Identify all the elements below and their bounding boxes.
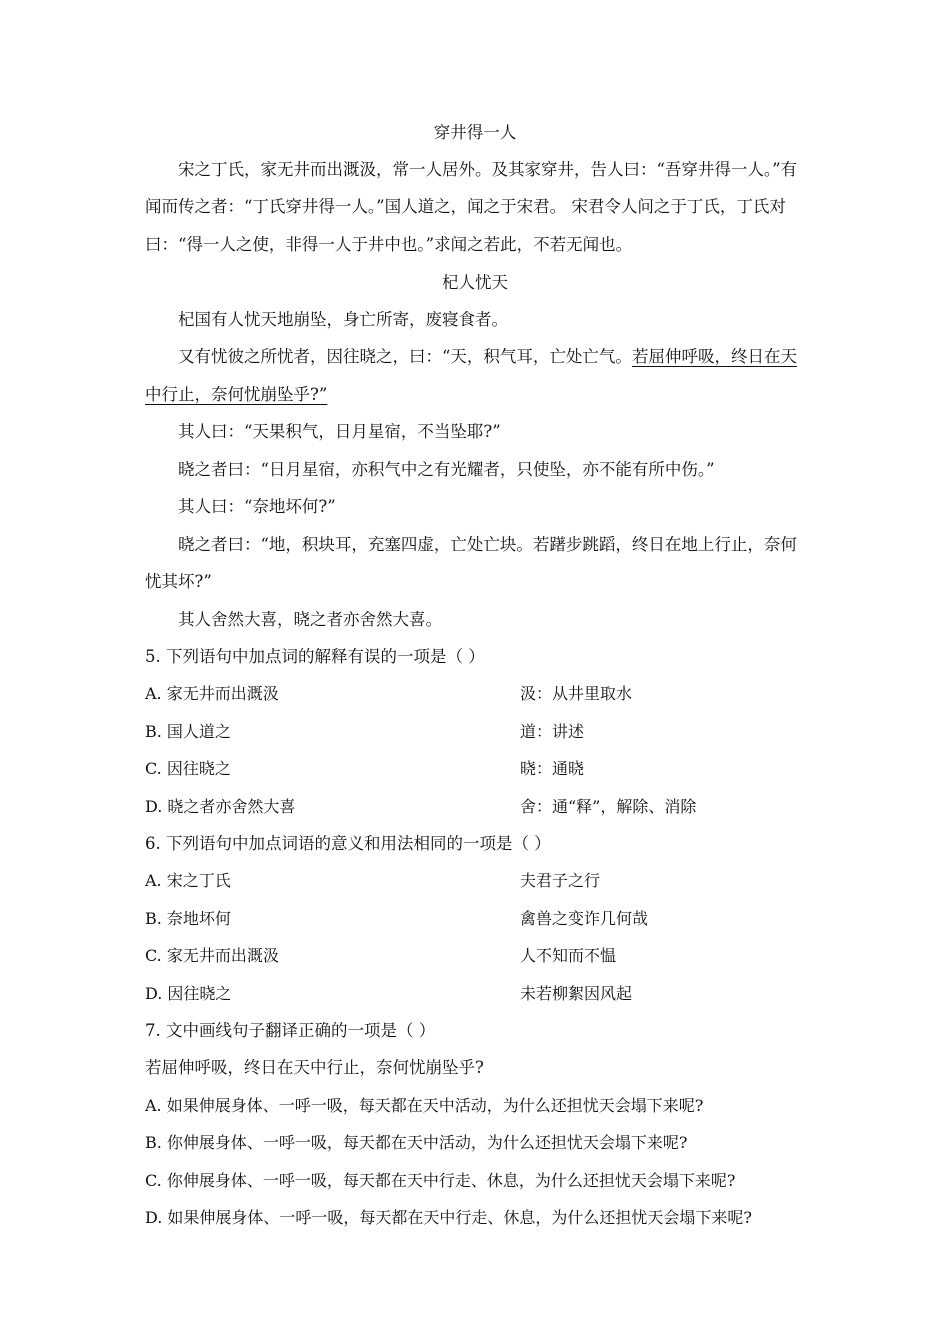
story1-line-2: 闻而传之者：“丁氏穿井得一人。”国人道之，闻之于宋君。 宋君令人问之于丁氏，丁氏对 <box>145 197 786 216</box>
story2-paragraph-4: 晓之者曰：“日月星宿，亦积气中之有光耀者，只使坠，亦不能有所中伤。” <box>178 460 715 479</box>
story1-title: 穿井得一人 <box>433 123 517 142</box>
story1-line-3: 曰：“得一人之使，非得一人于井中也。”求闻之若此，不若无闻也。 <box>145 235 633 254</box>
underlined-sentence-part-2: 中行止，奈何忧崩坠乎?” <box>145 385 328 404</box>
q5-option-a: A. 家无井而出溉汲 <box>145 684 279 703</box>
q5-option-a-explanation: 汲：从井里取水 <box>520 684 633 703</box>
q5-option-c: C. 因往晓之 <box>145 759 231 778</box>
story2-paragraph-3: 其人曰：“天果积气，日月星宿，不当坠耶?” <box>178 422 501 441</box>
q6-option-c-compare: 人不知而不愠 <box>520 946 617 965</box>
q6-option-b: B. 奈地坏何 <box>145 909 231 928</box>
story2-paragraph-1: 杞国有人忧天地崩坠，身亡所寄，废寝食者。 <box>178 310 508 329</box>
story2-paragraph-7: 其人舍然大喜，晓之者亦舍然大喜。 <box>178 610 442 629</box>
question-6-stem: 6. 下列语句中加点词语的意义和用法相同的一项是（ ） <box>145 834 551 853</box>
q7-sentence: 若屈伸呼吸，终日在天中行止，奈何忧崩坠乎? <box>145 1058 484 1077</box>
q5-option-b-explanation: 道：讲述 <box>520 722 585 741</box>
question-7-stem: 7. 文中画线句子翻译正确的一项是（ ） <box>145 1021 436 1040</box>
q6-option-a: A. 宋之丁氏 <box>145 871 231 890</box>
story2-paragraph-6-line-2: 忧其坏?” <box>145 572 212 591</box>
q6-option-a-compare: 夫君子之行 <box>520 871 601 890</box>
q5-option-b: B. 国人道之 <box>145 722 231 741</box>
q6-option-b-compare: 禽兽之变诈几何哉 <box>520 909 649 928</box>
q6-option-d: D. 因往晓之 <box>145 984 232 1003</box>
story2-paragraph-6-line-1: 晓之者曰：“地，积块耳，充塞四虚，亡处亡块。若躇步跳蹈，终日在地上行止，奈何 <box>178 535 797 554</box>
q7-option-c: C. 你伸展身体、一呼一吸，每天都在天中行走、休息，为什么还担忧天会塌下来呢? <box>145 1171 736 1190</box>
story1-line-1: 宋之丁氏，家无井而出溉汲，常一人居外。及其家穿井，告人曰：“吾穿井得一人。”有 <box>178 160 798 179</box>
q7-option-b: B. 你伸展身体、一呼一吸，每天都在天中活动，为什么还担忧天会塌下来呢? <box>145 1133 688 1152</box>
q6-option-d-compare: 未若柳絮因风起 <box>520 984 633 1003</box>
question-5-stem: 5. 下列语句中加点词的解释有误的一项是（ ） <box>145 647 485 666</box>
story2-paragraph-2-line-1 <box>178 346 797 368</box>
underlined-sentence-part-1: 若屈伸呼吸，终日在天 <box>631 347 797 366</box>
story2-p2-plain: 又有忧彼之所忧者，因往晓之，曰：“天，积气耳，亡处亡气。 <box>178 347 632 366</box>
q7-option-d: D. 如果伸展身体、一呼一吸，每天都在天中行走、休息，为什么还担忧天会塌下来呢? <box>145 1208 753 1227</box>
story2-paragraph-5: 其人曰：“奈地坏何?” <box>178 497 336 516</box>
q5-option-c-explanation: 晓：通晓 <box>520 759 585 778</box>
story2-paragraph-2-line-2 <box>145 384 327 406</box>
q5-option-d: D. 晓之者亦舍然大喜 <box>145 797 296 816</box>
story2-title: 杞人忧天 <box>442 273 508 292</box>
q7-option-a: A. 如果伸展身体、一呼一吸，每天都在天中活动，为什么还担忧天会塌下来呢? <box>145 1096 704 1115</box>
q6-option-c: C. 家无井而出溉汲 <box>145 946 279 965</box>
q5-option-d-explanation: 舍：通“释”，解除、消除 <box>520 797 697 816</box>
